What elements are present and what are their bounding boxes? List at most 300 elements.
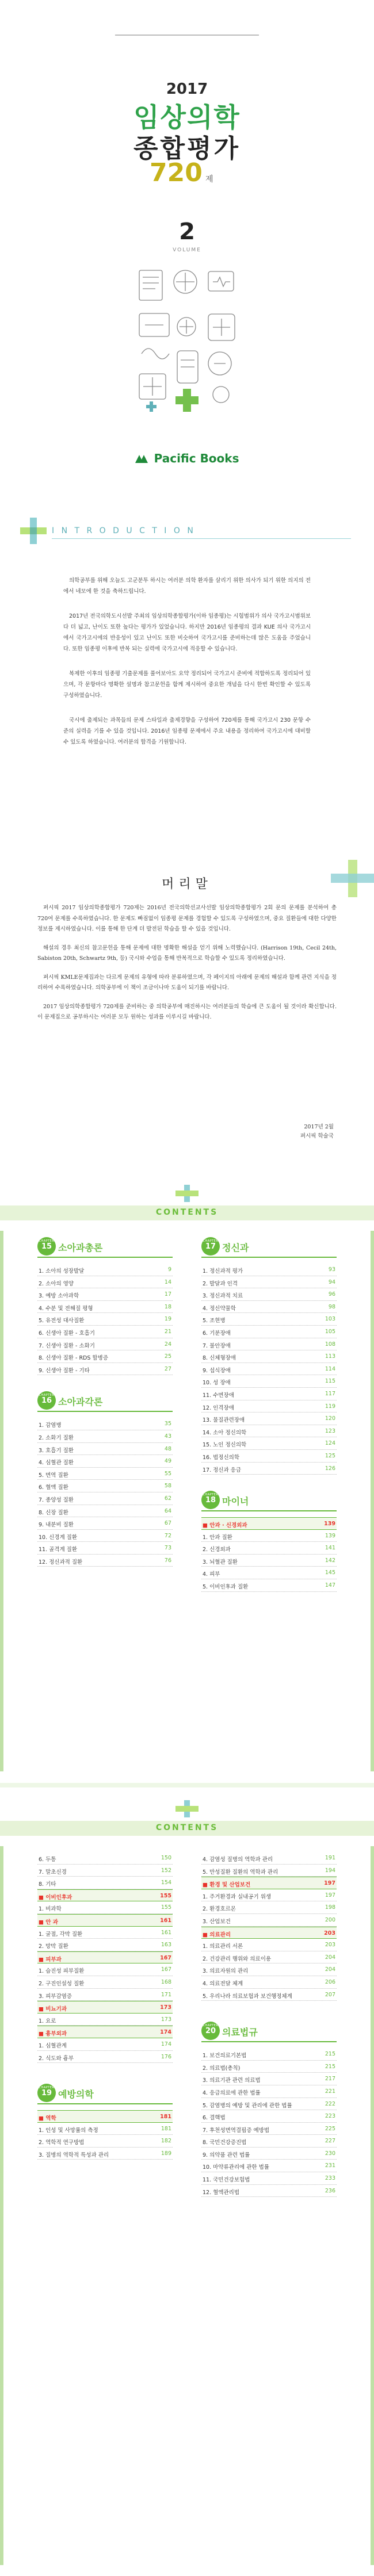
contents-row[interactable] xyxy=(201,1313,337,1326)
contents-entry-title: 3. 의료기관 관련 의료법 xyxy=(203,2077,261,2084)
contents-row[interactable] xyxy=(37,1976,173,1989)
contents-entry-title: 9. 신생아 질환 - 기타 xyxy=(39,1367,90,1374)
contents-entry-title: ■ 비뇨기과 xyxy=(39,2006,67,2013)
contents-entry-page: 94 xyxy=(328,1279,335,1285)
contents-entry-page: 113 xyxy=(325,1353,335,1360)
contents-entry-page: 119 xyxy=(325,1403,335,1410)
chapter-label: CHAPTER xyxy=(39,1394,55,1398)
preface-body xyxy=(37,903,337,1031)
contents-row[interactable] xyxy=(37,1492,173,1505)
contents-subsection-row[interactable] xyxy=(201,1877,337,1889)
preface-section xyxy=(0,857,374,1145)
contents-row[interactable] xyxy=(201,1579,337,1592)
contents-entry-title: 16. 법정신의학 xyxy=(203,1454,240,1461)
intro-paragraph: 복제한 이후의 임종평 기출문제를 풀어보아도 요약 정리되어 국가고시 준비에 적합하도록 정리되어 있으며, 각 문항마다 명확한 설명과 참고문헌을 함께 제시하여 중요한 개념을 다시 한번 확인할 수 있도록 구성하였습니다. xyxy=(63,671,311,699)
contents-cross-icon xyxy=(161,1800,213,1817)
contents-entry-page: 173 xyxy=(160,2004,171,2011)
chapter-header xyxy=(201,1487,337,1511)
right-side-bar xyxy=(371,1846,374,2565)
contents-row[interactable] xyxy=(37,1939,173,1951)
contents-row[interactable] xyxy=(201,1914,337,1927)
chapter-label: CHAPTER xyxy=(203,1493,219,1497)
contents-row[interactable] xyxy=(37,1877,173,1889)
contents-entry-page: 120 xyxy=(325,1415,335,1422)
contents-entry-title: 7. 후천성면역결핍증 예방법 xyxy=(203,2127,270,2134)
contents-row[interactable] xyxy=(201,2098,337,2111)
contents-entry-title: 1. 주거환경과 실내공기 위생 xyxy=(203,1893,272,1900)
contents-row[interactable] xyxy=(201,1989,337,2001)
contents-entry-page: 221 xyxy=(325,2088,335,2095)
contents-entry-page: 197 xyxy=(324,1880,335,1887)
contents-row[interactable] xyxy=(201,1530,337,1542)
contents-entry-page: 141 xyxy=(325,1545,335,1552)
contents-entry-page: 139 xyxy=(325,1532,335,1539)
contents-entry-title: 7. 종양성 질환 xyxy=(39,1496,74,1503)
contents-entry-title: 2. 망막 질환 xyxy=(39,1943,68,1950)
contents-row[interactable] xyxy=(37,1530,173,1542)
contents-row[interactable] xyxy=(37,2135,173,2148)
contents-row[interactable] xyxy=(37,2051,173,2064)
contents-entry-page: 72 xyxy=(164,1532,171,1539)
contents-row[interactable] xyxy=(201,1963,337,1976)
contents-entry-title: 1. 정신과적 평가 xyxy=(203,1268,243,1274)
preface-signoff xyxy=(300,1123,334,1141)
chapter-badge xyxy=(201,1237,220,1256)
chapter-badge xyxy=(201,1491,220,1509)
cover-top-rule xyxy=(115,35,259,36)
chapter-gap xyxy=(201,1592,337,1605)
contents-entry-title: 5. 이비인후과 질환 xyxy=(203,1584,249,1591)
contents-entry-page: 204 xyxy=(325,1966,335,1973)
contents-entry-page: 125 xyxy=(325,1452,335,1459)
contents-entry-title: 2. 식도와 흉부 xyxy=(39,2055,74,2062)
contents-entry-title: ■ 환경 및 산업보건 xyxy=(203,1882,251,1889)
contents-entry-page: 108 xyxy=(325,1341,335,1348)
contents-entry-page: 147 xyxy=(325,1582,335,1589)
chapter-header xyxy=(201,2018,337,2042)
chapter-number: 20 xyxy=(205,2027,216,2036)
contents-entry-page: 49 xyxy=(164,1458,171,1465)
contents-entry-page: 230 xyxy=(325,2150,335,2157)
chapter-gap xyxy=(201,2001,337,2018)
contents-entry-title: 1. 소아의 성장발달 xyxy=(39,1268,85,1274)
contents-row[interactable] xyxy=(201,1542,337,1555)
contents-row[interactable] xyxy=(37,2014,173,2026)
contents-row[interactable] xyxy=(201,2160,337,2172)
publisher-name: Pacific Books xyxy=(154,451,239,465)
contents-entry-title: 4. 응급의료에 관한 법률 xyxy=(203,2089,261,2096)
contents-entry-title: 5. 면역 질환 xyxy=(39,1472,68,1479)
contents-entry-title: 3. 뇌혈관 질환 xyxy=(203,1559,238,1565)
contents-row[interactable] xyxy=(37,1363,173,1376)
contents-entry-page: 76 xyxy=(164,1557,171,1564)
contents-entry-title: ■ 역학 xyxy=(39,2115,56,2122)
left-side-bar xyxy=(0,1846,3,2565)
contents-row[interactable] xyxy=(201,2123,337,2135)
contents-entry-page: 27 xyxy=(164,1365,171,1372)
contents-entry-title: 1. 보건의료기본법 xyxy=(203,2053,247,2060)
contents-entry-page: 200 xyxy=(325,1916,335,1923)
contents-row[interactable] xyxy=(201,1889,337,1902)
contents-row[interactable] xyxy=(201,1976,337,1989)
contents-entry-title: 4. 피부 xyxy=(203,1571,220,1578)
contents-entry-title: 1. 요로 xyxy=(39,2018,56,2024)
contents-entry-title: 4. 정신약물학 xyxy=(203,1305,236,1312)
contents-row[interactable] xyxy=(37,1468,173,1480)
cover-year: 2017 xyxy=(166,81,208,98)
contents-entry-page: 217 xyxy=(325,2076,335,2083)
contents-entry-page: 67 xyxy=(164,1520,171,1527)
chapter-badge xyxy=(37,1237,56,1256)
contents-entry-title: 8. 국민건강증진법 xyxy=(203,2139,247,2146)
contents-entry-title: 3. 산업보건 xyxy=(203,1918,231,1925)
contents-row[interactable] xyxy=(37,1276,173,1289)
contents-row[interactable] xyxy=(37,1542,173,1555)
contents-left-column xyxy=(37,1852,173,2172)
contents-entry-page: 98 xyxy=(328,1303,335,1310)
contents-row[interactable] xyxy=(37,1455,173,1468)
contents-entry-title: 4. 수분 및 전해질 평형 xyxy=(39,1305,93,1312)
chapter-number: 17 xyxy=(205,1242,216,1251)
preface-paragraph: 퍼시픽 KMLE문제집과는 다르게 문제의 유형에 따라 분류하였으며, 각 페이지의 아래에 문제의 해설과 함께 관련 지식을 정리하여 수록하였습니다. 의학공부에 이 책이 조금이나마 도움이 되기를 바랍니다. xyxy=(37,974,337,992)
contents-row[interactable] xyxy=(37,1901,173,1914)
plus-icon xyxy=(20,518,47,544)
contents-entry-title: 1. 안과 질환 xyxy=(203,1534,232,1541)
contents-entry-title: 6. 신생아 질환 - 호흡기 xyxy=(39,1330,95,1337)
contents-row[interactable] xyxy=(201,1567,337,1579)
contents-entry-title: ■ 흉부외과 xyxy=(39,2031,67,2038)
chapter-badge xyxy=(37,2084,56,2102)
contents-entry-page: 181 xyxy=(161,2125,171,2132)
contents-entry-page: 154 xyxy=(161,1880,171,1886)
contents-entry-page: 155 xyxy=(161,1904,171,1911)
contents-entry-title: 3. 예방 소아과학 xyxy=(39,1293,79,1300)
contents-entry-title: 12. 혈액관리법 xyxy=(203,2189,240,2196)
contents-entry-page: 145 xyxy=(325,1570,335,1576)
chapter-gap xyxy=(201,2197,337,2210)
contents-row[interactable] xyxy=(201,2110,337,2123)
intro-paragraph: 국시에 출제되는 과목들의 문제 스타일과 출제경향을 구성하여 720제를 통해 국가고시 230 문항 수준의 실력을 기를 수 있을 것입니다. 2016년 임종평 문제에서 주요 내용을 정리하여 국가고시에 대비할 수 있도록 하였습니다. 여러분의 합격을 기원합니다. xyxy=(63,717,311,745)
introduction-section xyxy=(0,506,374,851)
contents-entry-page: 21 xyxy=(164,1328,171,1335)
contents-entry-title: 5. 만성질환 질환의 역학과 관리 xyxy=(203,1869,278,1875)
contents-entry-title: 2. 발달과 인격 xyxy=(203,1280,238,1287)
contents-row[interactable] xyxy=(37,1301,173,1314)
contents-entry-title: 8. 신생아 질환 - RDS 합병증 xyxy=(39,1355,108,1362)
contents-left-column xyxy=(37,1234,173,1579)
contents-entry-page: 173 xyxy=(161,2016,171,2023)
contents-entry-title: 3. 호흡기 질환 xyxy=(39,1447,74,1454)
contents-row[interactable] xyxy=(37,1480,173,1492)
contents-row[interactable] xyxy=(37,1517,173,1530)
contents-row[interactable] xyxy=(37,1927,173,1939)
contents-entry-page: 161 xyxy=(160,1917,171,1924)
contents-row[interactable] xyxy=(201,1375,337,1388)
contents-entry-title: 1. 비과학 xyxy=(39,1906,62,1913)
contents-row[interactable] xyxy=(37,1505,173,1518)
contents-row[interactable] xyxy=(201,2085,337,2098)
contents-row[interactable] xyxy=(37,1313,173,1326)
contents-entry-page: 194 xyxy=(325,1867,335,1874)
contents-entry-page: 191 xyxy=(325,1855,335,1861)
contents-row[interactable] xyxy=(37,2123,173,2135)
contents-entry-page: 126 xyxy=(325,1465,335,1472)
contents-entry-title: 15. 노인 정신의학 xyxy=(203,1442,247,1449)
contents-entry-page: 174 xyxy=(160,2029,171,2036)
introduction-heading: I N T R O D U C T I O N xyxy=(52,526,196,535)
contents-entry-page: 103 xyxy=(325,1316,335,1323)
page-separator xyxy=(0,1783,374,1787)
contents-entry-title: 1. 인성 및 사망률의 측정 xyxy=(39,2127,98,2134)
contents-row[interactable] xyxy=(201,1350,337,1363)
chapter-gap xyxy=(201,1475,337,1487)
preface-date: 2017년 2월 xyxy=(304,1124,334,1130)
contents-row[interactable] xyxy=(37,1443,173,1456)
contents-entry-title: 4. 감염성 질병의 역학과 관리 xyxy=(203,1857,273,1863)
contents-entry-title: 5. 감염병의 예방 및 관리에 관한 법률 xyxy=(203,2102,292,2109)
chapter-gap xyxy=(37,1567,173,1579)
contents-row[interactable] xyxy=(201,1400,337,1413)
contents-row[interactable] xyxy=(201,1425,337,1438)
intro-paragraph: 의학공부를 위해 오늘도 고군분투 하시는 여러분 의학 환자를 살리기 위한 의사가 되기 위한 의지의 전에서 네모에 한 것을 축하드립니다. xyxy=(63,577,311,595)
contents-banner xyxy=(0,1821,374,1836)
contents-row[interactable] xyxy=(201,1288,337,1301)
chapter-number: 16 xyxy=(41,1396,52,1406)
chapter-badge xyxy=(201,2022,220,2040)
contents-entry-title: 3. 피부감염증 xyxy=(39,1993,72,2000)
contents-row[interactable] xyxy=(201,1865,337,1877)
contents-entry-page: 233 xyxy=(325,2175,335,2182)
contents-entry-title: 8. 신장 질환 xyxy=(39,1509,68,1516)
contents-entry-title: 1. 굴절, 각막 질환 xyxy=(39,1931,83,1938)
contents-entry-page: 197 xyxy=(325,1892,335,1898)
contents-subsection-row[interactable] xyxy=(37,2110,173,2123)
contents-entry-page: 207 xyxy=(325,1991,335,1998)
contents-entry-title: 2. 구진인설성 질환 xyxy=(39,1980,85,1987)
contents-entry-title: 2. 환경호르몬 xyxy=(203,1906,236,1913)
chapter-title: 의료법규 xyxy=(222,2027,258,2038)
chapter-header xyxy=(37,1388,173,1412)
contents-entry-title: 11. 수면장애 xyxy=(203,1392,234,1399)
contents-entry-page: 203 xyxy=(325,1942,335,1949)
contents-row[interactable] xyxy=(201,2073,337,2085)
introduction-body xyxy=(63,575,311,761)
chapter-title: 마이너 xyxy=(222,1496,249,1507)
contents-entry-page: 161 xyxy=(161,1929,171,1936)
preface-signature: 퍼시픽 학술국 xyxy=(300,1133,334,1140)
contents-entry-title: 17. 정신과 응급 xyxy=(203,1467,242,1473)
chapter-gap xyxy=(37,2063,173,2080)
contents-row[interactable] xyxy=(201,1437,337,1450)
contents-entry-page: 62 xyxy=(164,1495,171,1502)
contents-row[interactable] xyxy=(201,1301,337,1314)
contents-row[interactable] xyxy=(37,1288,173,1301)
chapter-header xyxy=(201,1234,337,1258)
contents-entry-title: 11. 골격계 질환 xyxy=(39,1547,78,1553)
contents-entry-page: 18 xyxy=(164,1303,171,1310)
contents-entry-title: 9. 의약품 관련 법률 xyxy=(203,2152,250,2158)
contents-right-column xyxy=(201,1852,337,2210)
chapter-title: 예방의학 xyxy=(58,2089,94,2100)
contents-entry-title: 2. 건강관리 행위와 의료이용 xyxy=(203,1955,272,1962)
contents-entry-page: 215 xyxy=(325,2063,335,2070)
contents-subsection-row[interactable] xyxy=(37,2001,173,2014)
cover-title-line2: 종합평가 xyxy=(133,134,241,163)
contents-row[interactable] xyxy=(201,1450,337,1463)
contents-entry-page: 124 xyxy=(325,1440,335,1447)
contents-row[interactable] xyxy=(37,2148,173,2160)
contents-row[interactable] xyxy=(37,1555,173,1567)
publisher-logo xyxy=(0,451,374,465)
publisher-mark-icon xyxy=(135,455,148,463)
contents-entry-title: 2. 의료법(총칙) xyxy=(203,2065,241,2072)
contents-row[interactable] xyxy=(201,2061,337,2073)
contents-entry-page: 215 xyxy=(325,2051,335,2058)
contents-entry-page: 142 xyxy=(325,1557,335,1564)
contents-subsection-row[interactable] xyxy=(37,1889,173,1902)
contents-row[interactable] xyxy=(201,1901,337,1914)
contents-row[interactable] xyxy=(201,1555,337,1567)
preface-paragraph: 퍼시픽 2017 임상의학종합평가 720제는 2016년 전국의학선교사선발 임상의학종합평가 2회 문의 문제를 분석하여 총 720여 문제를 수록하였습니다. 한 문제도 빠짐없이 임종평 문제를 경험할 수 있도록 구성하였으며, 중요 질환들에 대한 다양한 정보를 제시하였습니다. 이를 통해 한 단계 더 발전된 학습을 할 수 있을 것입니다. xyxy=(37,905,337,933)
contents-entry-page: 163 xyxy=(161,1942,171,1949)
contents-entry-page: 114 xyxy=(325,1365,335,1372)
contents-entry-title: 7. 신생아 질환 - 소화기 xyxy=(39,1342,95,1349)
contents-entry-page: 105 xyxy=(325,1328,335,1335)
contents-entry-title: 10. 신경계 질환 xyxy=(39,1534,78,1541)
contents-entry-page: 198 xyxy=(325,1904,335,1911)
contents-entry-page: 206 xyxy=(325,1978,335,1985)
contents-entry-title: 8. 기타 xyxy=(39,1881,56,1888)
contents-entry-page: 14 xyxy=(164,1279,171,1285)
contents-heading: CONTENTS xyxy=(155,1823,219,1832)
contents-entry-page: 55 xyxy=(164,1470,171,1477)
contents-cross-icon xyxy=(161,1185,213,1202)
contents-row[interactable] xyxy=(201,2148,337,2160)
preface-paragraph: 2017 임상의학종합평가 720제를 준비하는 중 의학공부에 매진하시는 여러분들의 학습에 큰 도움이 될 것이라 확신합니다. 이 문제집으로 공부하시는 여러분 모두 원하는 성과를 이루시길 바랍니다. xyxy=(37,1003,337,1021)
contents-subsection-row[interactable] xyxy=(201,1927,337,1939)
contents-entry-title: 2. 역학적 연구방법 xyxy=(39,2139,85,2146)
contents-row[interactable] xyxy=(201,2135,337,2148)
contents-row[interactable] xyxy=(201,1264,337,1276)
contents-row[interactable] xyxy=(201,1951,337,1964)
contents-row[interactable] xyxy=(37,1338,173,1351)
chapter-label: CHAPTER xyxy=(203,1239,219,1243)
contents-row[interactable] xyxy=(201,1326,337,1338)
contents-entry-page: 223 xyxy=(325,2113,335,2120)
contents-entry-page: 168 xyxy=(161,1978,171,1985)
contents-entry-page: 171 xyxy=(161,1991,171,1998)
contents-row[interactable] xyxy=(201,2048,337,2061)
book-cover xyxy=(0,0,374,472)
contents-row[interactable] xyxy=(37,1430,173,1443)
contents-entry-page: 181 xyxy=(160,2114,171,2120)
contents-subsection-row[interactable] xyxy=(201,1517,337,1530)
contents-entry-page: 236 xyxy=(325,2187,335,2194)
contents-entry-title: 11. 국민건강보험법 xyxy=(203,2177,250,2184)
contents-row[interactable] xyxy=(37,1418,173,1430)
contents-entry-title: 6. 두통 xyxy=(39,1857,56,1863)
contents-entry-title: 5. 우리나라 의료보험과 보건행정체계 xyxy=(203,1993,292,2000)
contents-entry-title: ■ 이비인후과 xyxy=(39,1894,72,1901)
contents-row[interactable] xyxy=(37,1865,173,1877)
contents-row[interactable] xyxy=(37,1350,173,1363)
contents-entry-page: 64 xyxy=(164,1507,171,1514)
contents-entry-page: 24 xyxy=(164,1341,171,1348)
cover-big-number: 720 xyxy=(150,158,203,187)
contents-entry-title: 6. 기분장애 xyxy=(203,1330,231,1337)
contents-entry-title: 1. 의료관리 서론 xyxy=(203,1943,243,1950)
contents-subsection-row[interactable] xyxy=(37,1951,173,1964)
contents-row[interactable] xyxy=(201,1338,337,1351)
contents-entry-page: 58 xyxy=(164,1483,171,1490)
contents-entry-title: 6. 혈액 질환 xyxy=(39,1484,68,1491)
contents-entry-title: 8. 신체형장애 xyxy=(203,1355,236,1362)
introduction-rule xyxy=(52,538,351,539)
contents-row[interactable] xyxy=(201,1276,337,1289)
contents-entry-title: 7. 말초신경 xyxy=(39,1869,67,1875)
contents-entry-title: 3. 정신과적 치료 xyxy=(203,1293,243,1300)
contents-entry-page: 182 xyxy=(161,2138,171,2145)
contents-entry-title: 3. 질병의 역학적 특성과 관리 xyxy=(39,2152,109,2158)
contents-page-1 xyxy=(0,1185,374,1777)
cover-big-number-suffix: 제 xyxy=(205,175,213,184)
contents-entry-page: 93 xyxy=(328,1266,335,1273)
contents-entry-page: 43 xyxy=(164,1433,171,1440)
chapter-gap xyxy=(37,1375,173,1388)
cover-title-line1: 임상의학 xyxy=(133,102,241,133)
contents-row[interactable] xyxy=(201,2185,337,2198)
contents-entry-page: 167 xyxy=(161,1966,171,1973)
contents-entry-page: 35 xyxy=(164,1421,171,1427)
contents-page-2 xyxy=(0,1800,374,2576)
contents-entry-title: 5. 유전성 대사질환 xyxy=(39,1318,85,1325)
contents-subsection-row[interactable] xyxy=(37,2026,173,2038)
contents-row[interactable] xyxy=(201,1363,337,1376)
contents-entry-title: 14. 소아 정신의학 xyxy=(203,1429,247,1436)
contents-entry-title: 6. 결핵법 xyxy=(203,2115,226,2122)
contents-row[interactable] xyxy=(37,1989,173,2001)
contents-entry-page: 152 xyxy=(161,1867,171,1874)
contents-right-column xyxy=(201,1234,337,1605)
contents-entry-page: 150 xyxy=(161,1855,171,1861)
contents-row[interactable] xyxy=(201,2172,337,2185)
contents-entry-title: 12. 정신과적 질환 xyxy=(39,1559,83,1565)
contents-row[interactable] xyxy=(201,1388,337,1400)
contents-row[interactable] xyxy=(201,1939,337,1951)
chapter-title: 소아과총론 xyxy=(58,1242,103,1253)
contents-entry-page: 231 xyxy=(325,2162,335,2169)
contents-entry-page: 204 xyxy=(325,1954,335,1961)
contents-row[interactable] xyxy=(201,1413,337,1425)
chapter-number: 19 xyxy=(41,2089,52,2098)
contents-row[interactable] xyxy=(37,1963,173,1976)
chapter-label: CHAPTER xyxy=(39,2086,55,2090)
contents-entry-page: 203 xyxy=(324,1930,335,1936)
contents-row[interactable] xyxy=(37,1264,173,1276)
contents-row[interactable] xyxy=(37,1326,173,1338)
contents-row[interactable] xyxy=(37,2038,173,2051)
contents-entry-title: 10. 성 장애 xyxy=(203,1380,231,1387)
contents-row[interactable] xyxy=(37,1852,173,1865)
medical-icons-illustration xyxy=(128,259,246,414)
right-side-bar xyxy=(371,1231,374,1771)
contents-row[interactable] xyxy=(201,1463,337,1475)
contents-entry-page: 73 xyxy=(164,1545,171,1552)
contents-subsection-row[interactable] xyxy=(37,1914,173,1927)
chapter-header xyxy=(37,2080,173,2104)
contents-entry-title: 7. 불안장애 xyxy=(203,1342,231,1349)
contents-row[interactable] xyxy=(201,1852,337,1865)
